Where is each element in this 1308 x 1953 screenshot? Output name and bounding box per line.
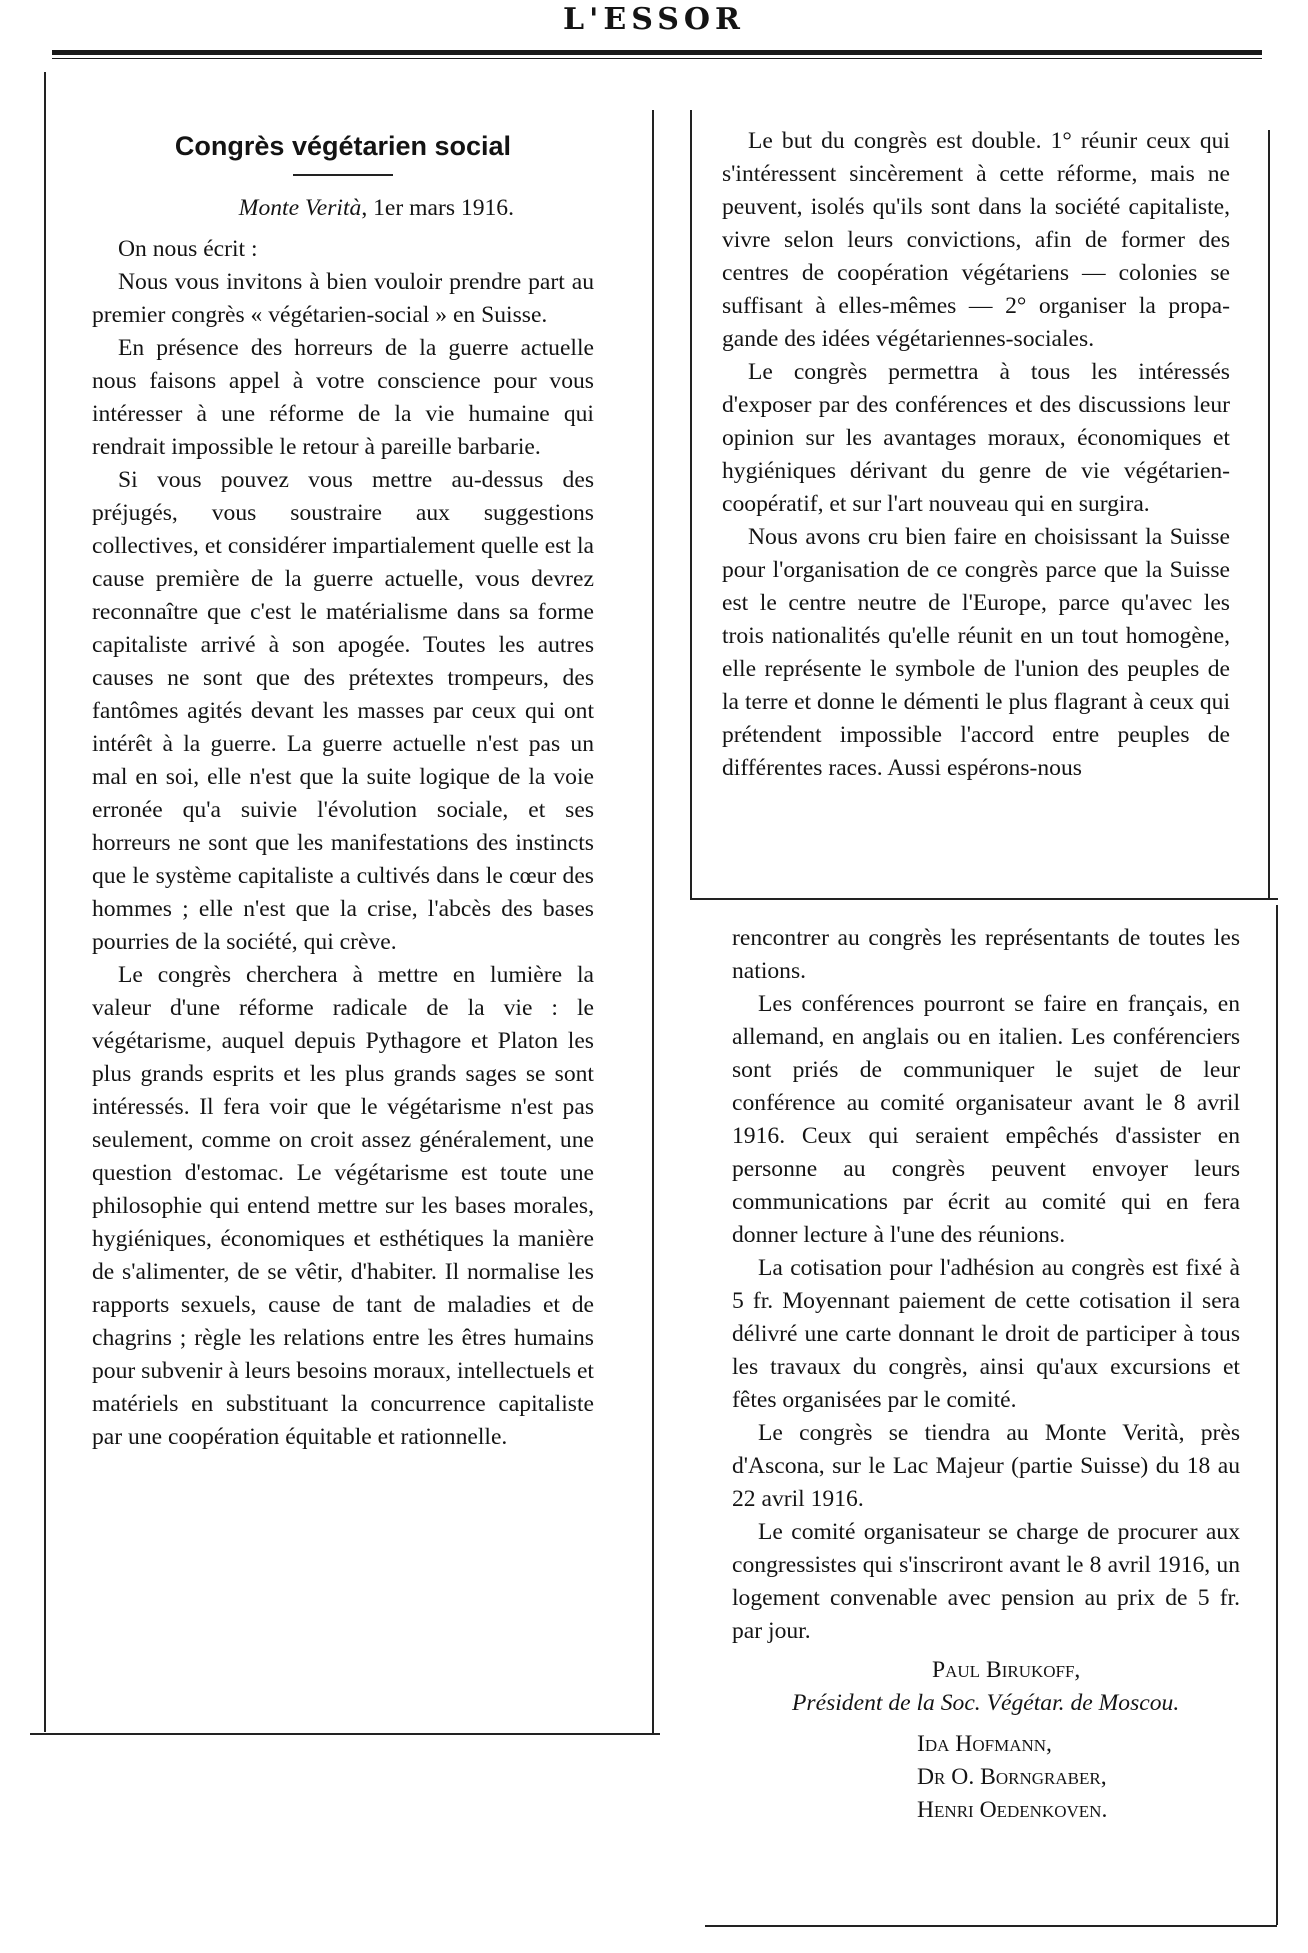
lower-right-border: [1276, 905, 1278, 1925]
signature-oedenkoven: Henri Oedenkoven.: [917, 1797, 1108, 1823]
masthead-rule: [52, 50, 1262, 55]
intro-line: On nous écrit :: [118, 236, 258, 262]
right-column-top: [722, 125, 1230, 785]
paragraph-languages: Les conférences pourront se faire en français, en allemand, en anglais ou en italien. Les conférenciers sont priés de communiquer le sujet de leur conférence au comité organisateur avant le 8 avril 1916. Ceux qui seraient empêchés d'assister en personne au congrès peuvent envoyer leurs communications par écrit au comité qui en fera donner lecture à l'une des réunions.: [732, 991, 1240, 1248]
paragraph-fee: La cotisation pour l'adhésion au congrès est fixé à 5 fr. Moyennant paiement de cette cotisation il sera délivré une carte donnant le droit de participer à tous les travaux du congrès, ainsi qu'aux excursions et fêtes organisées par le comité.: [732, 1255, 1240, 1413]
paragraph-cause-of-war: Si vous pouvez vous mettre au-dessus des préjugés, vous soustraire aux suggestions collectives, et considérer impartialement quelle est la cause première de la guerre actuelle, vous devrez reconnaître que c'est le matérialisme dans sa forme capitaliste arrivé à son apogée. Toutes les autres causes ne sont que des prétextes trompeurs, des fantômes agités devant les masses par ceux qui ont intérêt à la guerre. La guerre actuelle n'est pas un mal en soi, elle n'est que la suite logique de la voie erronée qu'a suivie l'évolution sociale, et ses horreurs ne sont que les manifestations des instincts que le système capitaliste a cultivés dans le cœur des hommes ; elle n'est que la crise, l'abcès des bases pourries de la société, qui crève.: [92, 467, 594, 955]
dateline-date: , 1er mars 1916.: [361, 195, 514, 221]
right-column-mid-rule: [690, 898, 1278, 900]
masthead-rule-thin: [52, 58, 1262, 59]
paragraph-conferences: Le congrès permettra à tous les intéressés d'exposer par des conférences et des discussions leur opinion sur les avantages moraux, économiques et hygiéniques dérivant du genre de vie végétarien-coopératif, et sur l'art nouveau qui en surgira.: [722, 359, 1230, 517]
right-column-bottom: [732, 922, 1240, 1827]
article-title: Congrès végétarien social: [174, 131, 512, 161]
signature-birukoff-title: Président de la Soc. Végétar. de Moscou.: [792, 1690, 1180, 1716]
paragraph-congress-goal: Le but du congrès est double. 1° réunir ceux qui s'intéressent sincèrement à cette réforme, mais ne peuvent, isolés qu'ils sont dans la société capitaliste, vivre selon leurs convictions, afin de former des centres de coopération végétariens — colonies se suffisant à elles-mêmes — 2° organiser la propagande des idées végétariennes-sociales.: [722, 128, 1230, 352]
left-column: [92, 128, 594, 1454]
right-column-left-border: [690, 110, 692, 900]
paragraph-vegetarianism: Le congrès cherchera à mettre en lumière la valeur d'une réforme radicale de la vie : le végétarisme, auquel depuis Pythagore et Platon les plus grands esprits et les plus grands sages se sont intéressés. Il fera voir que le végétarisme n'est pas seulement, comme on croit assez généralement, une question d'estomac. Le végétarisme est toute une philosophie qui entend mettre sur les bases morales, hygiéniques, économiques et esthétiques la manière de s'alimenter, de se vêtir, d'habiter. Il normalise les rapports sexuels, cause de tant de maladies et de chagrins ; règle les relations entre les êtres humains pour subvenir à leurs besoins moraux, intellectuels et matériels en substituant la concurrence capitaliste par une coopération équitable et rationnelle.: [92, 962, 594, 1450]
right-column-right-border: [1268, 130, 1270, 900]
signature-hofmann: Ida Hofmann,: [917, 1731, 1052, 1757]
signature-borngraber: Dr O. Borngraber,: [917, 1764, 1107, 1790]
paragraph-invitation: Nous vous invitons à bien vouloir prendre part au premier congrès « végétarien-social » en Suisse.: [92, 269, 594, 328]
paragraph-lodging: Le comité organisateur se charge de procurer aux congressistes qui s'inscriront avant le 8 avril 1916, un logement convenable avec pension au prix de 5 fr. par jour.: [732, 1519, 1240, 1644]
left-column-left-border: [44, 72, 46, 1732]
left-column-right-border: [652, 110, 654, 1735]
dateline-place: Monte Verità: [238, 195, 362, 221]
paragraph-war-horrors: En présence des horreurs de la guerre actuelle nous faisons appel à votre conscience pour vous intéresser à une réforme de la vie humaine qui rendrait impossible le retour à pareille barbarie.: [92, 335, 594, 460]
title-rule: [293, 174, 393, 176]
right-column-bottom-rule: [705, 1925, 1277, 1927]
paragraph-venue: Le congrès se tiendra au Monte Verità, près d'Ascona, sur le Lac Majeur (partie Suisse) du 18 au 22 avril 1916.: [732, 1420, 1240, 1512]
paragraph-switzerland-continued: rencontrer au congrès les représentants de toutes les nations.: [732, 925, 1240, 984]
paragraph-switzerland: Nous avons cru bien faire en choisissant la Suisse pour l'organisation de ce congrès parce que la Suisse est le centre neutre de l'Europe, parce qu'avec les trois nationalités qu'elle réunit en un tout homogène, elle représente le symbole de l'union des peuples de la terre et donne le démenti le plus flagrant à ceux qui prétendent impossible l'accord entre peuples de différentes races. Aussi espérons-nous: [722, 524, 1230, 781]
masthead: L'ESSOR: [563, 2, 745, 37]
left-column-bottom-rule: [30, 1733, 660, 1735]
dateline: [92, 192, 514, 225]
signature-birukoff: Paul Birukoff,: [932, 1657, 1081, 1683]
